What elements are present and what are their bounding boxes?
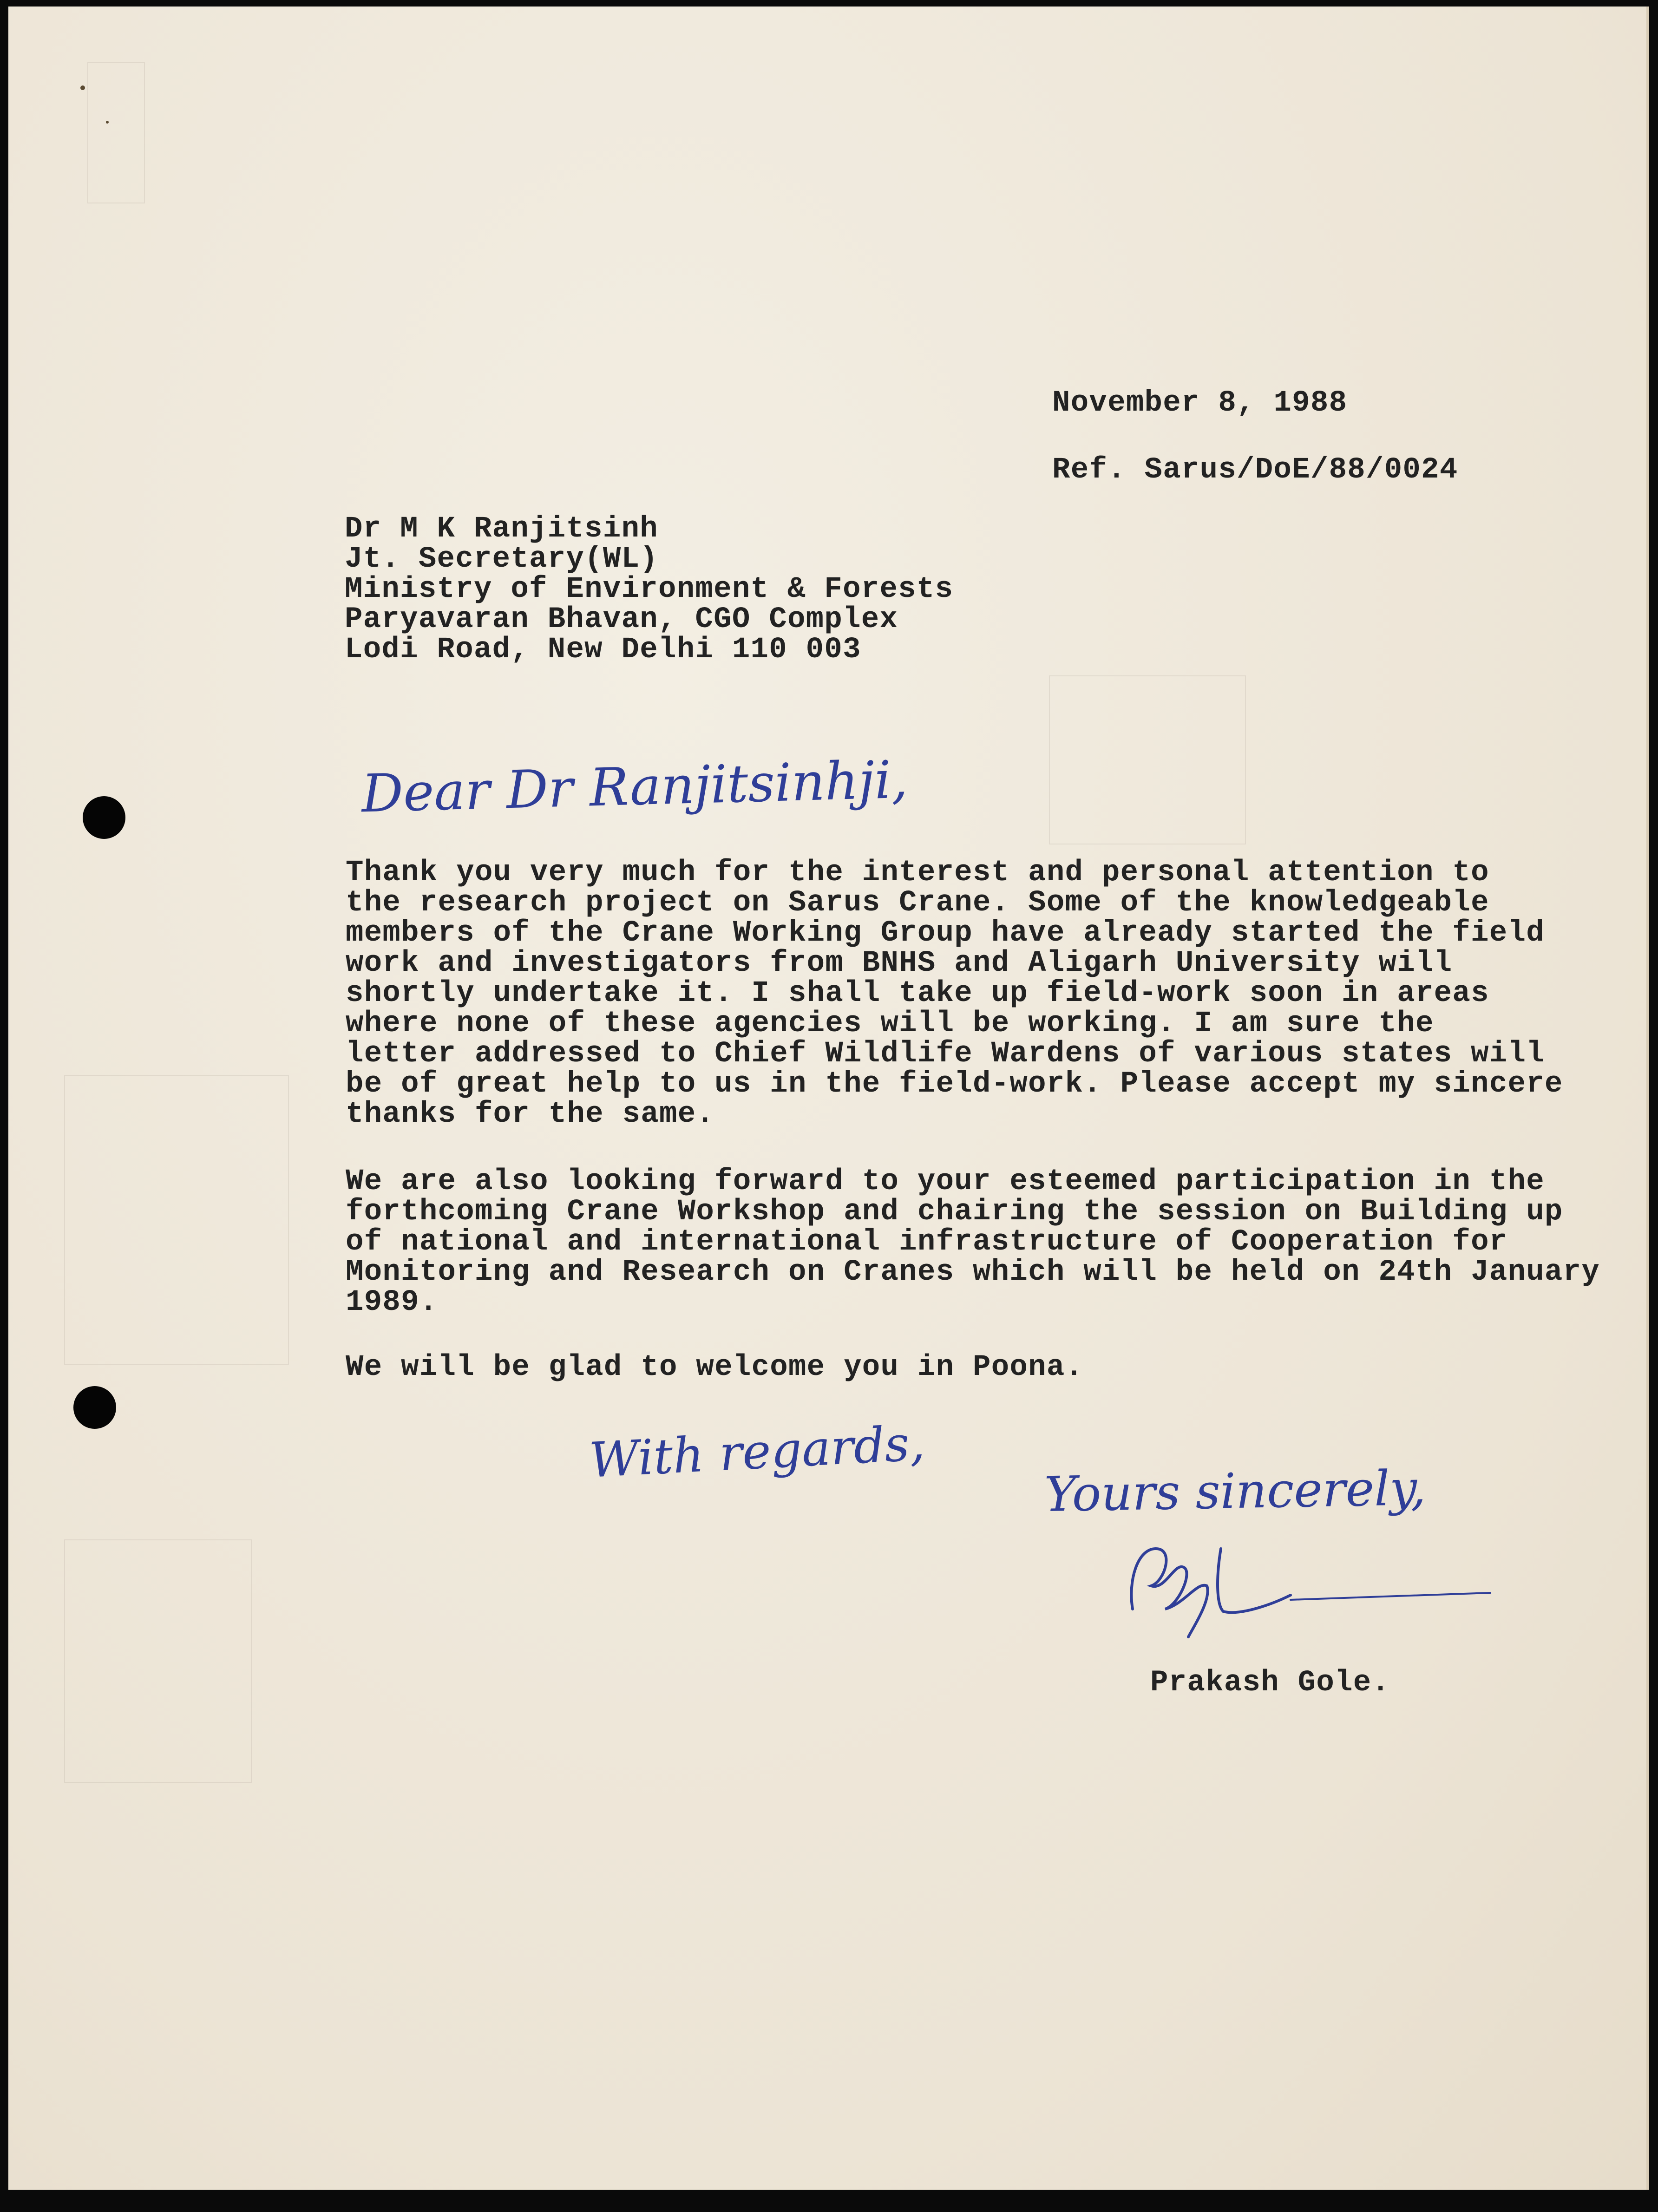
- paper-speck: [106, 121, 109, 124]
- body-line: Monitoring and Research on Cranes which will be held on 24th January: [346, 1256, 1600, 1289]
- address-line: Ministry of Environment & Forests: [345, 573, 954, 606]
- punch-hole: [83, 796, 125, 839]
- punch-hole: [73, 1386, 116, 1429]
- address-line: Dr M K Ranjitsinh: [345, 512, 659, 546]
- handwritten-regards: With regards,: [588, 1414, 926, 1489]
- body-line: the research project on Sarus Crane. Some of the knowledgeable: [346, 886, 1489, 920]
- address-line: Lodi Road, New Delhi 110 003: [345, 633, 861, 667]
- body-line: forthcoming Crane Workshop and chairing the session on Building up: [346, 1195, 1563, 1229]
- signatory-name: Prakash Gole.: [1150, 1666, 1390, 1700]
- address-line: Paryavaran Bhavan, CGO Complex: [345, 603, 898, 636]
- reference-number: Ref. Sarus/DoE/88/0024: [1052, 453, 1458, 487]
- bleed-through-mark: [64, 1075, 289, 1365]
- body-line: be of great help to us in the field-work. Please accept my sincere: [346, 1067, 1563, 1101]
- body-line: members of the Crane Working Group have already started the field: [346, 916, 1545, 950]
- body-line: letter addressed to Chief Wildlife Wardens of various states will: [346, 1037, 1545, 1071]
- body-line: thanks for the same.: [346, 1098, 715, 1131]
- body-line: work and investigators from BNHS and Aligarh University will: [346, 947, 1453, 980]
- handwritten-salutation: Dear Dr Ranjitsinhji,: [360, 749, 909, 825]
- body-line: We are also looking forward to your esteemed participation in the: [346, 1165, 1545, 1198]
- address-line: Jt. Secretary(WL): [345, 543, 659, 576]
- body-line: Thank you very much for the interest and personal attention to: [346, 856, 1489, 890]
- paper-speck: [80, 85, 85, 90]
- body-paragraph-3: We will be glad to welcome you in Poona.: [346, 1351, 1084, 1384]
- letter-date: November 8, 1988: [1052, 386, 1348, 420]
- bleed-through-mark: [1049, 675, 1246, 844]
- bleed-through-mark: [87, 62, 145, 203]
- body-line: where none of these agencies will be working. I am sure the: [346, 1007, 1434, 1041]
- body-line: shortly undertake it. I shall take up field-work soon in areas: [346, 977, 1489, 1010]
- body-line: 1989.: [346, 1286, 438, 1319]
- bleed-through-mark: [64, 1539, 252, 1783]
- body-line: of national and international infrastructure of Cooperation for: [346, 1225, 1508, 1259]
- handwritten-closing: Yours sincerely,: [1043, 1459, 1427, 1523]
- letter-sheet: [8, 7, 1649, 2190]
- signature: [1123, 1530, 1495, 1646]
